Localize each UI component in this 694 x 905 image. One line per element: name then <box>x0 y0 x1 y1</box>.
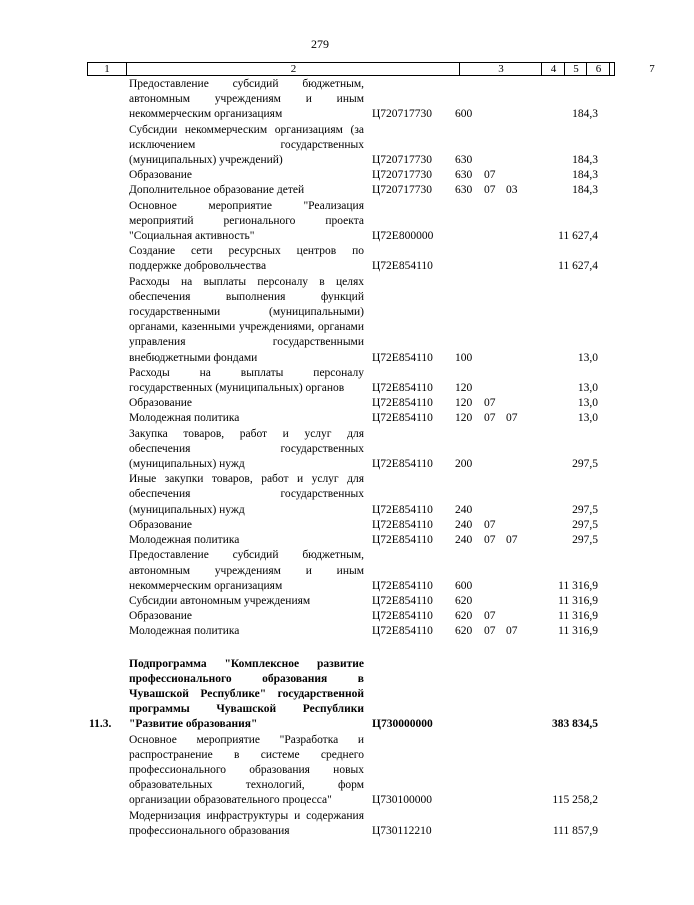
row-name: Закупка товаров, работ и услуг для обеспечения государственных (муниципальных) нужд <box>129 427 364 471</box>
table-row <box>0 518 640 533</box>
table-row <box>0 609 640 624</box>
row-code: Ц72Е800000 <box>372 230 434 243</box>
row-amount: 11 627,4 <box>558 260 598 273</box>
table-row <box>0 396 640 411</box>
row-code: Ц72Е854110 <box>372 412 433 425</box>
row-name: Образование <box>129 169 193 182</box>
row-code: Ц72Е854110 <box>372 579 433 592</box>
row-name: Расходы на выплаты персоналу государственных (муниципальных) органов <box>129 366 364 395</box>
table-body <box>0 77 640 839</box>
row-name: Образование <box>129 397 193 410</box>
row-code: Ц720717730 <box>372 184 433 197</box>
page-number: 279 <box>311 37 329 51</box>
row-amount: 184,3 <box>572 154 598 167</box>
row-code: Ц720717730 <box>372 108 433 121</box>
row-amount: 11 316,9 <box>558 625 598 638</box>
table-row <box>0 123 640 169</box>
header-col-1: 1 <box>104 63 110 75</box>
row-name: Предоставление субсидий бюджетным, автономным учреждениям и иным некоммерческим организациям <box>129 78 364 121</box>
row-expense-type: 620 <box>455 594 473 607</box>
row-amount: 297,5 <box>572 458 598 471</box>
row-amount: 13,0 <box>577 382 598 395</box>
row-name: Образование <box>129 518 193 531</box>
header-col-5: 5 <box>564 63 587 75</box>
row-expense-type: 620 <box>455 610 473 623</box>
row-name: Предоставление субсидий бюджетным, автономным учреждениям и иным некоммерческим организациям <box>129 549 364 592</box>
row-name: Молодежная политика <box>129 625 240 638</box>
row-name: Образование <box>129 610 193 623</box>
row-amount: 184,3 <box>572 108 598 121</box>
row-code: Ц72Е854110 <box>372 260 433 273</box>
table-row <box>0 427 640 473</box>
row-name: Подпрограмма "Комплексное развитие профессионального образования в Чувашской Республике" государственной программы Чувашской Республики "Развитие образования" <box>129 657 364 731</box>
row-expense-type: 630 <box>455 169 473 182</box>
header-col-7: 7 <box>609 63 694 75</box>
row-code: Ц72Е854110 <box>372 351 433 364</box>
row-amount: 11 627,4 <box>558 230 598 243</box>
table-row <box>0 168 640 183</box>
row-name: Модернизация инфраструктуры и содержания профессионального образования <box>129 809 364 837</box>
table-row <box>0 548 640 594</box>
table-row <box>0 244 640 274</box>
row-expense-type: 100 <box>455 351 473 364</box>
row-expense-type: 630 <box>455 154 473 167</box>
row-code: Ц72Е854110 <box>372 610 433 623</box>
row-section: 07 <box>484 397 496 410</box>
row-section: 07 <box>484 169 496 182</box>
row-code: Ц72Е854110 <box>372 397 433 410</box>
row-expense-type: 630 <box>455 184 473 197</box>
row-code: Ц730000000 <box>372 718 433 731</box>
header-col-4: 4 <box>541 63 565 75</box>
row-amount: 13,0 <box>577 351 598 364</box>
row-expense-type: 200 <box>455 458 473 471</box>
row-name: Иные закупки товаров, работ и услуг для обеспечения государственных (муниципальных) нужд <box>129 473 364 516</box>
row-amount: 11 316,9 <box>558 594 598 607</box>
header-col-6: 6 <box>586 63 610 75</box>
row-amount: 111 857,9 <box>552 824 598 837</box>
row-code: Ц730112210 <box>372 824 432 837</box>
row-name: Молодежная политика <box>129 412 240 425</box>
row-code: Ц730100000 <box>372 794 433 807</box>
row-code: Ц720717730 <box>372 169 433 182</box>
row-expense-type: 600 <box>455 579 473 592</box>
header-col-2: 2 <box>126 63 460 75</box>
row-amount: 184,3 <box>572 184 598 197</box>
row-subsection: 03 <box>506 184 518 197</box>
row-code: Ц72Е854110 <box>372 503 433 516</box>
row-amount: 297,5 <box>572 534 598 547</box>
row-name: Субсидии автономным учреждениям <box>129 594 311 607</box>
row-number: 11.3. <box>89 718 112 731</box>
header-col-3: 3 <box>459 63 542 75</box>
row-code: Ц72Е854110 <box>372 534 433 547</box>
row-section: 07 <box>484 412 496 425</box>
row-amount: 13,0 <box>577 397 598 410</box>
row-subsection: 07 <box>506 534 518 547</box>
row-name: Расходы на выплаты персоналу в целях обеспечения выполнения функций государственными (муниципальными) органами, казенными учреждениями, органами управления государственными внебюджетными фондами <box>129 275 364 364</box>
row-expense-type: 600 <box>455 108 473 121</box>
row-code: Ц72Е854110 <box>372 594 433 607</box>
row-amount: 13,0 <box>577 412 598 425</box>
row-amount: 11 316,9 <box>558 579 598 592</box>
table-row <box>0 183 640 198</box>
row-name: Основное мероприятие "Реализация мероприятий регионального проекта "Социальная активность" <box>129 199 364 243</box>
table-row <box>0 411 640 426</box>
row-name: Молодежная политика <box>129 534 240 547</box>
row-code: Ц72Е854110 <box>372 625 433 638</box>
table-row <box>0 809 640 839</box>
row-expense-type: 620 <box>455 625 473 638</box>
row-expense-type: 120 <box>455 382 473 395</box>
row-subsection: 07 <box>506 625 518 638</box>
row-expense-type: 240 <box>455 534 473 547</box>
row-amount: 115 258,2 <box>552 794 598 807</box>
table-row <box>0 275 640 366</box>
row-name: Создание сети ресурсных центров по поддержке добровольчества <box>129 245 364 273</box>
row-amount: 383 834,5 <box>552 718 598 731</box>
row-amount: 297,5 <box>572 503 598 516</box>
row-expense-type: 240 <box>455 518 473 531</box>
table-row <box>0 624 640 639</box>
row-section: 07 <box>484 184 496 197</box>
table-row <box>0 366 640 396</box>
row-name: Основное мероприятие "Разработка и распространение в системе среднего профессионального образования новых образовательных технологий, форм организации образовательного процесса" <box>129 733 364 807</box>
row-section: 07 <box>484 518 496 531</box>
row-section: 07 <box>484 534 496 547</box>
table-row <box>0 77 640 123</box>
table-header <box>87 62 655 76</box>
table-row <box>0 472 640 518</box>
row-amount: 297,5 <box>572 518 598 531</box>
row-amount: 11 316,9 <box>558 610 598 623</box>
row-subsection: 07 <box>506 412 518 425</box>
row-name: Субсидии некоммерческим организациям (за исключением государственных (муниципальных) учреждений) <box>129 123 364 167</box>
row-section: 07 <box>484 610 496 623</box>
row-expense-type: 240 <box>455 503 473 516</box>
row-code: Ц72Е854110 <box>372 518 433 531</box>
table-row <box>0 199 640 245</box>
row-amount: 184,3 <box>572 169 598 182</box>
table-row <box>0 733 640 809</box>
table-row <box>0 533 640 548</box>
row-name: Дополнительное образование детей <box>129 184 305 197</box>
row-section: 07 <box>484 625 496 638</box>
table-row <box>0 657 640 733</box>
row-code: Ц720717730 <box>372 154 433 167</box>
row-expense-type: 120 <box>455 412 473 425</box>
row-expense-type: 120 <box>455 397 473 410</box>
table-row <box>0 594 640 609</box>
row-code: Ц72Е854110 <box>372 458 433 471</box>
row-code: Ц72Е854110 <box>372 382 433 395</box>
